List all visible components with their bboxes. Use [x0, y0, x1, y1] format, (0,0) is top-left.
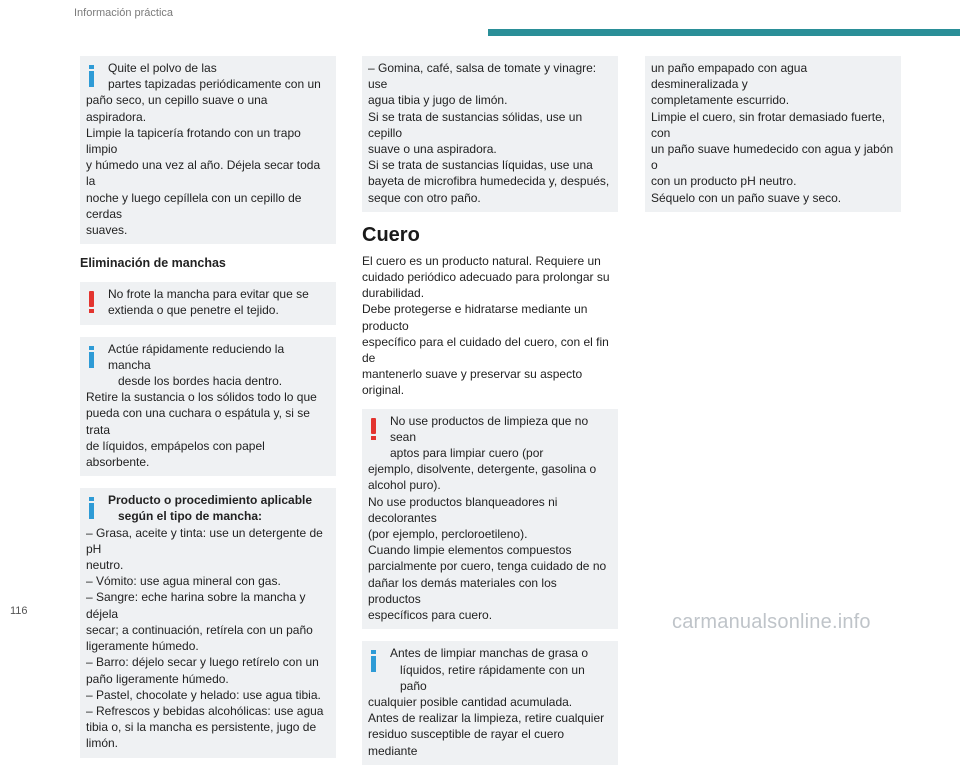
box-line: limón. — [86, 736, 119, 751]
header-accent-bar — [488, 29, 960, 36]
header-title: Información práctica — [74, 7, 174, 19]
info-icon — [88, 346, 95, 368]
column-2 — [362, 56, 618, 777]
box-line: No use productos de limpieza que no sean — [390, 413, 589, 444]
box-line: aptos para limpiar cuero (por — [390, 446, 544, 461]
info-icon — [88, 497, 95, 519]
box-line: – Vómito: use agua mineral con gas. — [86, 574, 281, 589]
section-title-leather: Cuero — [362, 223, 420, 246]
box-line: y húmedo una vez al año. Déjela secar toda la — [86, 158, 321, 189]
box-line: específicos para cuero. — [368, 608, 493, 623]
box-line: – Refrescos y bebidas alcohólicas: use agua — [86, 703, 324, 718]
box-line: Limpie el cuero, sin frotar demasiado fuerte, con — [651, 109, 886, 140]
box-line: Producto o procedimiento aplicable — [108, 493, 313, 508]
box-line: partes tapizadas periódicamente con un — [108, 77, 321, 92]
box-line: tibia o, si la mancha es persistente, jugo de — [86, 720, 317, 735]
box-line: alcohol puro). — [368, 478, 441, 493]
info-box-dust — [80, 56, 336, 244]
continued-box-leather-cleaning — [645, 56, 901, 212]
box-line: extienda o que penetre el tejido. — [108, 303, 279, 318]
box-line: parcialmente por cuero, tenga cuidado de no — [368, 559, 607, 574]
box-line: líquidos, retire rápidamente con un paño — [400, 662, 585, 693]
box-line: residuo susceptible de rayar el cuero mediante — [368, 727, 565, 758]
box-line: No frote la mancha para evitar que se — [108, 287, 309, 302]
info-box-stain-types — [80, 488, 336, 757]
box-line: – Barro: déjelo secar y luego retírelo con un — [86, 655, 319, 670]
info-icon — [370, 650, 377, 672]
column-3 — [645, 56, 901, 224]
box-line: Actúe rápidamente reduciendo la mancha — [108, 341, 285, 372]
info-icon — [88, 65, 95, 87]
box-line: (por ejemplo, percloroetileno). — [368, 527, 528, 542]
box-line: Si se trata de sustancias sólidas, use un cepillo — [368, 109, 583, 140]
box-line: Cuando limpie elementos compuestos — [368, 543, 572, 558]
column-1 — [80, 56, 336, 770]
box-line: un paño suave humedecido con agua y jabón o — [651, 142, 894, 173]
box-line: cualquier posible cantidad acumulada. — [368, 694, 573, 709]
box-line: con un producto pH neutro. — [651, 174, 797, 189]
text-line: durabilidad. — [362, 286, 425, 301]
text-line: cuidado periódico adecuado para prolongar su — [362, 270, 610, 285]
leather-intro — [362, 253, 618, 399]
box-line: de líquidos, empápelos con papel absorbente. — [86, 438, 265, 470]
box-line: Retire la sustancia o los sólidos todo lo que — [86, 390, 317, 405]
box-line: Séquelo con un paño suave y seco. — [651, 190, 842, 205]
box-line: seque con otro paño. — [368, 190, 481, 205]
box-line: – Gomina, café, salsa de tomate y vinagre: use — [368, 61, 597, 92]
box-line: pueda con una cuchara o espátula y, si se trata — [86, 406, 310, 437]
box-line: un paño empapado con agua desmineralizada y — [651, 61, 808, 92]
info-box-grease — [362, 641, 618, 764]
box-line: Limpie la tapicería frotando con un trapo limpio — [86, 125, 301, 157]
box-line: Quite el polvo de las — [108, 61, 217, 75]
text-line: El cuero es un producto natural. Requiere un — [362, 253, 601, 268]
warning-box-rub — [80, 282, 336, 324]
text-line: específico para el cuidado del cuero, con el fin de — [362, 334, 609, 366]
box-line: – Grasa, aceite y tinta: use un detergente de pH — [86, 525, 323, 556]
box-line: completamente escurrido. — [651, 93, 790, 108]
info-box-act-quickly — [80, 337, 336, 477]
box-line: desde los bordes hacia dentro. — [118, 374, 283, 389]
warning-icon — [370, 418, 377, 440]
box-line: paño seco, un cepillo suave o una aspiradora. — [86, 93, 268, 124]
text-line: mantenerlo suave y preservar su aspecto original. — [362, 367, 583, 398]
box-line: – Sangre: eche harina sobre la mancha y déjela — [86, 590, 306, 621]
box-line: Si se trata de sustancias líquidas, use una — [368, 158, 593, 173]
box-line: No use productos blanqueadores ni decolorantes — [368, 494, 558, 525]
warning-box-leather-products — [362, 409, 618, 630]
text-line: Debe protegerse e hidratarse mediante un producto — [362, 302, 588, 333]
box-line: noche y luego cepíllela con un cepillo de cerdas — [86, 190, 302, 221]
box-line: ejemplo, disolvente, detergente, gasolina o — [368, 462, 597, 477]
box-line: secar; a continuación, retírela con un paño — [86, 622, 313, 637]
box-line: bayeta de microfibra humedecida y, después, — [368, 174, 610, 189]
box-line: agua tibia y jugo de limón. — [368, 93, 508, 108]
box-line: neutro. — [86, 558, 124, 573]
box-line: ligeramente húmedo. — [86, 639, 199, 654]
box-line: dañar los demás materiales con los productos — [368, 575, 557, 606]
box-line: suave o una aspiradora. — [368, 142, 497, 157]
warning-icon — [88, 291, 95, 313]
box-line: paño ligeramente húmedo. — [86, 671, 229, 686]
page-number: 116 — [10, 605, 28, 617]
box-line: según el tipo de mancha: — [118, 509, 263, 524]
box-line: Antes de realizar la limpieza, retire cualquier — [368, 711, 605, 726]
box-line: – Pastel, chocolate y helado: use agua tibia. — [86, 687, 321, 702]
box-line: Antes de limpiar manchas de grasa o — [390, 646, 589, 661]
box-line: suaves. — [86, 223, 128, 238]
subheading-stains: Eliminación de manchas — [80, 256, 226, 271]
watermark: carmanualsonline.info — [672, 611, 871, 633]
continued-box-stains — [362, 56, 618, 212]
